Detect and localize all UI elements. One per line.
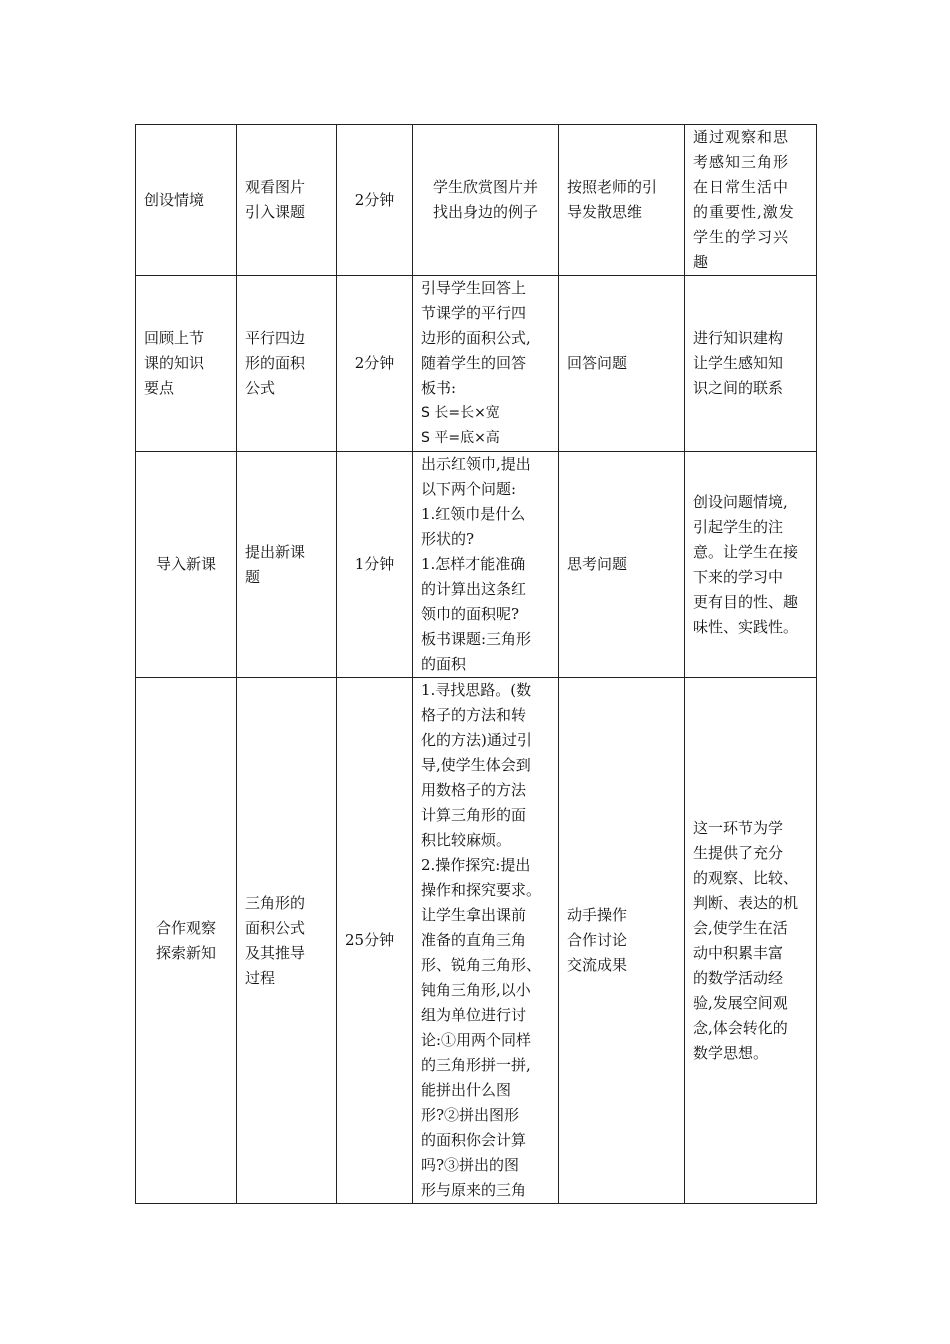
stage-cell: 创设情境 <box>136 125 237 276</box>
design-purpose-cell: 进行知识建构 让学生感知知 识之间的联系 <box>685 276 817 452</box>
content-cell: 三角形的 面积公式 及其推导 过程 <box>237 678 337 1204</box>
time-cell: 1分钟 <box>337 452 413 678</box>
student-activity-cell: 按照老师的引 导发散思维 <box>559 125 685 276</box>
design-purpose-cell: 通过观察和思 考感知三角形 在日常生活中 的重要性,激发 学生的学习兴 趣 <box>685 125 817 276</box>
formula-rect: S 长=长×宽 <box>421 405 500 421</box>
time-cell: 25分钟 <box>337 678 413 1204</box>
table-row <box>136 452 817 678</box>
content-cell: 观看图片 引入课题 <box>237 125 337 276</box>
student-activity-cell: 回答问题 <box>559 276 685 452</box>
teacher-activity-cell: 出示红领巾,提出 以下两个问题: 1.红领巾是什么 形状的? 1.怎样才能准确 的计算出这条红 领巾的面积呢? 板书课题:三角形 的面积 <box>413 452 559 678</box>
content-cell: 平行四边 形的面积 公式 <box>237 276 337 452</box>
teacher-activity-cell: 1.寻找思路。(数 格子的方法和转 化的方法)通过引 导,使学生体会到 用数格子的方法 计算三角形的面 积比较麻烦。 2.操作探究:提出 操作和探究要求。 让学生拿出课前 准备的直角三角 形、锐角三角形、 钝角三角形,以小 组为单位进行讨 论:①用两个同样 的三角形拼一拼, 能拼出什么图 形?②拼出图形 的面积你会计算 吗?③拼出的图 形与原来的三角 <box>413 678 559 1204</box>
table-row <box>136 125 817 276</box>
time-cell: 2分钟 <box>337 276 413 452</box>
stage-cell: 导入新课 <box>136 452 237 678</box>
table-row <box>136 276 817 452</box>
content-cell: 提出新课 题 <box>237 452 337 678</box>
teacher-activity-cell: 引导学生回答上 节课学的平行四 边形的面积公式, 随着学生的回答 板书: S 长=长×宽 S 平=底×高 <box>413 276 559 452</box>
table-row <box>136 678 817 1204</box>
design-purpose-cell: 创设问题情境, 引起学生的注 意。让学生在接 下来的学习中 更有目的性、趣 味性、实践性。 <box>685 452 817 678</box>
design-purpose-cell: 这一环节为学 生提供了充分 的观察、比较、 判断、表达的机 会,使学生在活 动中积累丰富 的数学活动经 验,发展空间观 念,体会转化的 数学思想。 <box>685 678 817 1204</box>
teacher-activity-cell: 学生欣赏图片并 找出身边的例子 <box>413 125 559 276</box>
formula-parallelogram: S 平=底×高 <box>421 430 500 446</box>
student-activity-cell: 动手操作 合作讨论 交流成果 <box>559 678 685 1204</box>
stage-cell: 回顾上节 课的知识 要点 <box>136 276 237 452</box>
stage-cell: 合作观察 探索新知 <box>136 678 237 1204</box>
lesson-plan-table <box>135 124 817 1204</box>
time-cell: 2分钟 <box>337 125 413 276</box>
student-activity-cell: 思考问题 <box>559 452 685 678</box>
